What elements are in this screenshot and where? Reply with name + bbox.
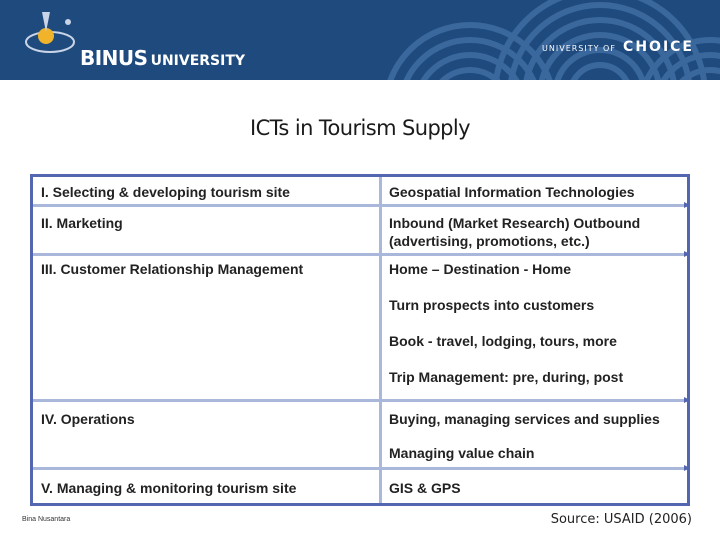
row-3-right-4: Trip Management: pre, during, post [389, 369, 624, 385]
row-5-left: V. Managing & monitoring tourism site [41, 480, 297, 496]
row-divider [33, 204, 687, 207]
logo-emblem-icon [22, 6, 82, 66]
binus-logo [22, 6, 246, 70]
tagline [542, 36, 694, 55]
source-citation: Source: USAID (2006) [550, 512, 692, 527]
row-3-right-1: Home – Destination - Home [389, 261, 572, 277]
row-divider [33, 399, 687, 402]
ict-table [30, 174, 690, 506]
tagline-small: UNIVERSITY OF [542, 44, 616, 53]
row-3-right-3: Book - travel, lodging, tours, more [389, 333, 617, 349]
arrow-icon [684, 251, 690, 257]
row-5-right-1: GIS & GPS [389, 480, 461, 496]
arrow-icon [684, 397, 690, 403]
tagline-big: CHOICE [623, 39, 694, 55]
row-3-left: III. Customer Relationship Management [41, 261, 304, 277]
row-divider [33, 253, 687, 256]
row-4-right-1: Buying, managing services and supplies [389, 411, 660, 427]
row-3-right-2: Turn prospects into customers [389, 297, 595, 313]
row-divider [33, 467, 687, 470]
logo-brand-text: BINUS [80, 46, 148, 70]
arrow-icon [684, 465, 690, 471]
row-1-left: I. Selecting & developing tourism site [41, 184, 290, 200]
row-2-left: II. Marketing [41, 215, 123, 231]
arrow-icon [684, 202, 690, 208]
row-1-right-1: Geospatial Information Technologies [389, 184, 635, 200]
row-4-right-2: Managing value chain [389, 445, 535, 461]
footer-left-text: Bina Nusantara [22, 516, 71, 523]
row-2-right-2: (advertising, promotions, etc.) [389, 233, 590, 249]
logo-university-text: UNIVERSITY [150, 53, 246, 69]
slide-title: ICTs in Tourism Supply [250, 116, 470, 140]
row-4-left: IV. Operations [41, 411, 135, 427]
row-2-right-1: Inbound (Market Research) Outbound [389, 215, 641, 231]
header-banner [0, 0, 720, 80]
column-divider [379, 177, 382, 503]
